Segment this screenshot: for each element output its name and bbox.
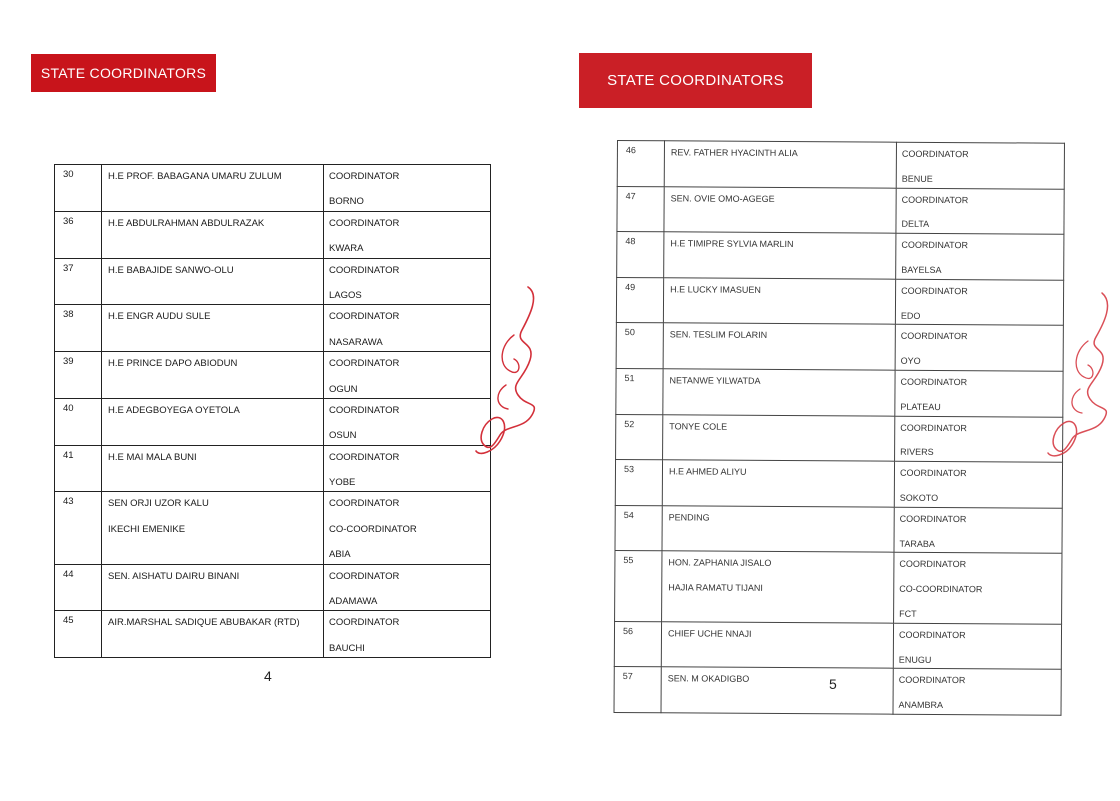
table-row	[55, 258, 491, 305]
coordinator-name-cell	[662, 460, 894, 507]
coordinator-name: TONYE COLE	[669, 420, 728, 432]
coordinator-name-cell	[661, 622, 893, 669]
role-state-cell	[894, 507, 1062, 554]
role-label: COORDINATOR	[898, 675, 966, 686]
table-row	[55, 398, 491, 445]
role-state-cell	[896, 188, 1064, 235]
table-row	[55, 352, 491, 399]
role-label: COORDINATOR	[329, 358, 400, 370]
role-label: COORDINATOR	[329, 217, 400, 229]
row-number: 50	[616, 323, 663, 369]
coordinator-name: CHIEF UCHE NNAJI	[667, 628, 752, 639]
state-label: BORNO	[329, 196, 364, 208]
coordinator-name: REV. FATHER HYACINTH ALIA	[670, 147, 798, 159]
coordinator-name: H.E ADEGBOYEGA OYETOLA	[108, 404, 240, 416]
table-row	[614, 667, 1061, 715]
row-number: 30	[55, 165, 102, 212]
role-state-cell	[324, 305, 491, 352]
row-number: 39	[55, 352, 102, 399]
role-label: COORDINATOR	[901, 194, 969, 205]
state-label: EDO	[900, 310, 921, 321]
coordinator-name: H.E PRINCE DAPO ABIODUN	[108, 358, 238, 370]
row-number: 56	[614, 621, 661, 667]
section-banner: STATE COORDINATORS	[579, 53, 812, 108]
coordinator-name: H.E TIMIPRE SYLVIA MARLIN	[670, 238, 794, 250]
row-number: 47	[617, 186, 664, 232]
table-row	[55, 611, 491, 658]
role-label: COORDINATOR	[329, 617, 400, 629]
coordinator-name: H.E LUCKY IMASUEN	[670, 284, 761, 295]
row-number: 46	[617, 141, 664, 187]
state-label: RIVERS	[900, 447, 934, 458]
coordinator-name-cell	[662, 551, 894, 623]
role-label: COORDINATOR	[898, 629, 966, 640]
coordinator-name-cell	[102, 445, 324, 492]
coordinator-name-cell	[664, 232, 896, 279]
role-label: COORDINATOR	[900, 422, 967, 433]
row-number: 43	[55, 492, 102, 564]
role-label: COORDINATOR	[329, 311, 400, 323]
table-row	[55, 564, 491, 611]
role-state-cell	[893, 623, 1061, 670]
state-label: PLATEAU	[900, 401, 941, 412]
page-number: 5	[829, 676, 837, 692]
section-banner: STATE COORDINATORS	[31, 54, 216, 92]
role-state-cell	[324, 165, 491, 212]
coordinators-table	[54, 164, 491, 658]
role-label: COORDINATOR	[329, 404, 400, 416]
table-row	[616, 277, 1063, 325]
row-number: 54	[615, 505, 662, 551]
coordinator-name-cell	[102, 165, 324, 212]
state-label: NASARAWA	[329, 336, 383, 348]
coordinator-name: SEN. OVIE OMO-AGEGE	[670, 192, 775, 204]
role-state-cell	[895, 370, 1063, 417]
role-label: COORDINATOR	[900, 331, 968, 342]
row-number: 41	[55, 445, 102, 492]
role-label: COORDINATOR	[899, 467, 967, 479]
role-label: COORDINATOR	[901, 148, 969, 160]
role-state-cell	[324, 611, 491, 658]
role-label: COORDINATOR	[329, 498, 400, 510]
role-state-cell	[894, 461, 1062, 508]
state-label: LAGOS	[329, 289, 362, 301]
coordinator-name: PENDING	[668, 512, 710, 523]
page-number: 4	[264, 668, 272, 684]
row-number: 44	[55, 564, 102, 611]
state-label: KWARA	[329, 243, 364, 255]
role-state-cell	[324, 492, 491, 564]
state-label: OSUN	[329, 430, 357, 442]
coordinator-name: H.E BABAJIDE SANWO-OLU	[108, 264, 234, 276]
table-row	[616, 323, 1063, 371]
table-row	[614, 621, 1061, 669]
row-number: 38	[55, 305, 102, 352]
role-state-cell	[324, 352, 491, 399]
table-row	[55, 305, 491, 352]
table-row	[617, 141, 1064, 189]
state-label: ANAMBRA	[898, 699, 944, 711]
role-state-cell	[896, 142, 1064, 189]
coordinator-name-cell	[661, 667, 893, 714]
coordinator-name-cell	[102, 211, 324, 258]
role-state-cell	[324, 398, 491, 445]
row-number: 48	[617, 232, 664, 278]
coordinator-name-cell	[663, 369, 895, 416]
coordinator-name: H.E ABDULRAHMAN ABDULRAZAK	[108, 217, 265, 229]
table-row	[615, 551, 1062, 624]
coordinator-name: HON. ZAPHANIA JISALO	[668, 557, 772, 569]
row-number: 37	[55, 258, 102, 305]
role-label: COORDINATOR	[329, 264, 400, 276]
role-state-cell	[324, 564, 491, 611]
handwritten-signature-icon	[1042, 283, 1120, 468]
state-label: FCT	[899, 608, 917, 619]
role-label: CO-COORDINATOR	[899, 583, 983, 595]
coordinator-name: H.E PROF. BABAGANA UMARU ZULUM	[108, 171, 282, 182]
coordinator-name-cell	[102, 398, 324, 445]
row-number: 57	[614, 667, 661, 713]
table-row	[615, 460, 1062, 508]
role-state-cell	[893, 669, 1061, 716]
state-label: SOKOTO	[899, 492, 939, 503]
coordinator-name: AIR.MARSHAL SADIQUE ABUBAKAR (RTD)	[108, 617, 300, 629]
coordinator-name: SEN. M OKADIGBO	[667, 673, 750, 685]
role-label: COORDINATOR	[899, 513, 967, 524]
role-state-cell	[324, 258, 491, 305]
coordinator-name: H.E AHMED ALIYU	[668, 466, 747, 477]
coordinator-name: H.E MAI MALA BUNI	[108, 451, 197, 463]
role-label: COORDINATOR	[329, 451, 400, 463]
coordinator-name-cell	[102, 305, 324, 352]
row-number: 51	[616, 368, 663, 414]
table-row	[55, 445, 491, 492]
page-5	[560, 0, 1120, 801]
state-label: BENUE	[901, 173, 933, 184]
row-number: 45	[55, 611, 102, 658]
coordinator-name: HAJIA RAMATU TIJANI	[668, 582, 763, 594]
coordinator-name-cell	[663, 278, 895, 325]
coordinator-name: IKECHI EMENIKE	[108, 523, 186, 535]
row-number: 55	[615, 551, 662, 622]
table-row	[616, 414, 1063, 462]
role-label: COORDINATOR	[329, 171, 400, 182]
coordinator-name-cell	[102, 352, 324, 399]
row-number: 53	[615, 460, 662, 506]
state-label: BAUCHI	[329, 642, 365, 654]
role-state-cell	[896, 233, 1064, 280]
state-label: OYO	[900, 355, 921, 367]
row-number: 40	[55, 398, 102, 445]
table-row	[617, 186, 1064, 234]
table-row	[617, 232, 1064, 280]
state-label: ADAMAWA	[329, 596, 378, 608]
coordinator-name: SEN ORJI UZOR KALU	[108, 498, 209, 510]
coordinator-name-cell	[102, 611, 324, 658]
coordinator-name-cell	[664, 141, 896, 188]
coordinator-name-cell	[664, 186, 896, 233]
coordinator-name-cell	[102, 492, 324, 564]
state-label: OGUN	[329, 383, 358, 395]
role-label: COORDINATOR	[899, 559, 967, 570]
table-row	[615, 505, 1062, 553]
role-state-cell	[894, 553, 1062, 624]
coordinator-name-cell	[663, 323, 895, 370]
role-label: COORDINATOR	[901, 239, 969, 251]
handwritten-signature-icon	[470, 275, 550, 470]
coordinator-name-cell	[662, 506, 894, 553]
row-number: 49	[616, 277, 663, 323]
state-label: TARABA	[899, 538, 935, 549]
role-state-cell	[324, 445, 491, 492]
coordinator-name: SEN. TESLIM FOLARIN	[669, 329, 768, 341]
row-number: 52	[616, 414, 663, 460]
role-label: COORDINATOR	[329, 570, 400, 582]
role-label: COORDINATOR	[900, 376, 968, 388]
coordinator-name: SEN. AISHATU DAIRU BINANI	[108, 570, 240, 582]
coordinator-name: NETANWE YILWATDA	[669, 375, 761, 386]
role-label: CO-COORDINATOR	[329, 523, 417, 535]
row-number: 36	[55, 211, 102, 258]
table-row	[616, 368, 1063, 416]
state-label: ABIA	[329, 549, 351, 561]
role-state-cell	[895, 325, 1063, 372]
role-state-cell	[324, 211, 491, 258]
table-row	[55, 211, 491, 258]
state-label: YOBE	[329, 477, 356, 489]
coordinator-name-cell	[102, 258, 324, 305]
role-label: COORDINATOR	[901, 285, 968, 296]
role-state-cell	[895, 416, 1063, 463]
state-label: BAYELSA	[901, 264, 942, 275]
coordinators-table	[614, 140, 1065, 716]
table-row	[55, 492, 491, 564]
table-row	[55, 165, 491, 212]
coordinator-name: H.E ENGR AUDU SULE	[108, 311, 211, 323]
coordinator-name-cell	[663, 414, 895, 461]
role-state-cell	[895, 279, 1063, 326]
state-label: DELTA	[901, 219, 930, 230]
state-label: ENUGU	[898, 654, 932, 665]
coordinator-name-cell	[102, 564, 324, 611]
